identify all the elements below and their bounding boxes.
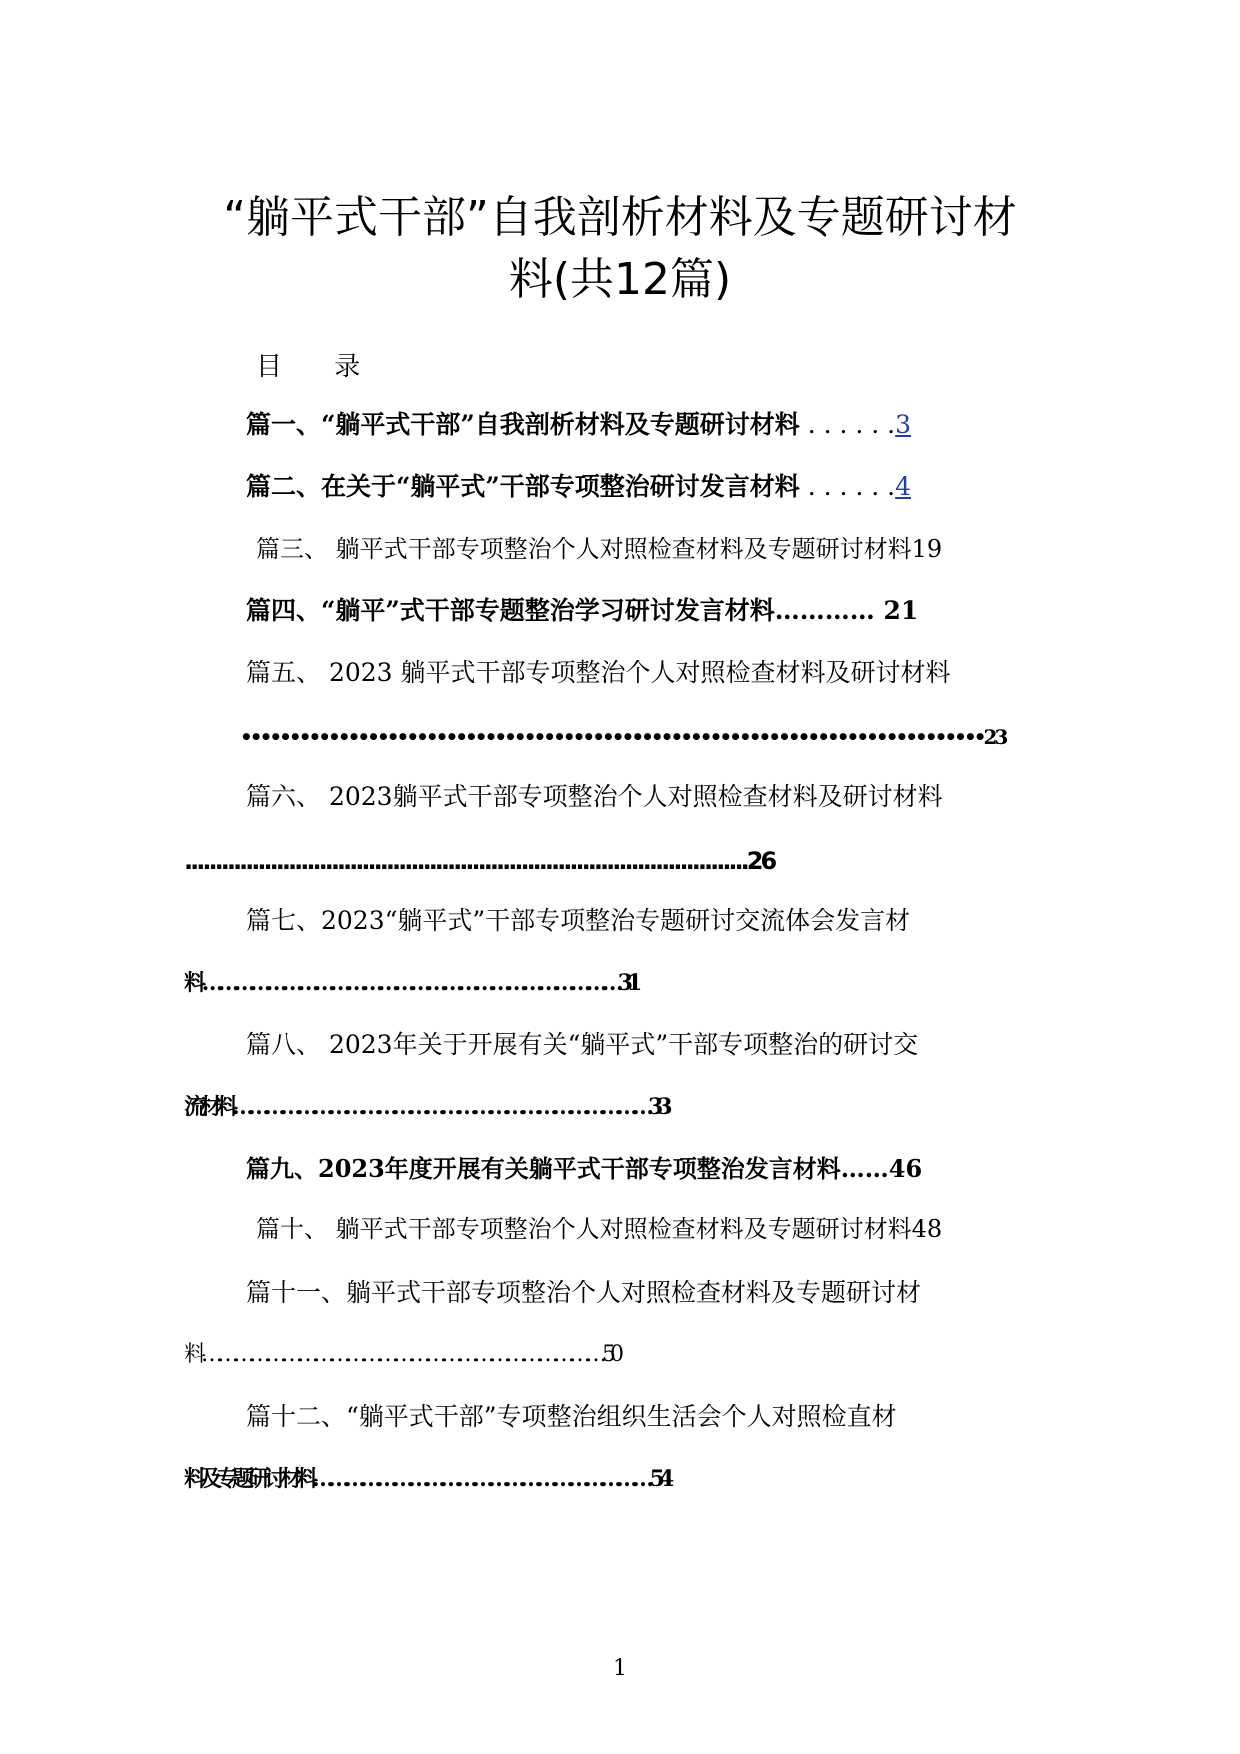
toc-entry-2-text: 篇二、在关于“躺平式”干部专项整治研讨发言材料: [246, 472, 800, 501]
toc-entry-1-text: 篇一、“躺平式干部”自我剖析材料及专题研讨材料: [246, 410, 800, 439]
toc-entry-7-line-1[interactable]: 篇七、2023“躺平式”干部专项整治专题研讨交流体会发言材: [246, 906, 911, 935]
toc-entry-2-dots: . . . . . .: [799, 472, 896, 501]
document-title-line-1: “躺平式干部”自我剖析材料及专题研讨材: [223, 192, 1017, 243]
toc-entry-10[interactable]: 篇十、 躺平式干部专项整治个人对照检查材料及专题研讨材料48: [256, 1215, 943, 1243]
toc-entry-7-line-2[interactable]: 料 ……………………………………………………………………31: [184, 970, 637, 996]
toc-entry-1-dots: . . . . . .: [799, 410, 896, 439]
toc-entry-1[interactable]: [246, 408, 911, 442]
page-number: 1: [613, 1656, 627, 1681]
toc-entry-2-page-link[interactable]: 4: [895, 472, 912, 501]
toc-entry-12-line-2[interactable]: 料及专题研讨材料……………………………………………………… 54: [184, 1466, 669, 1492]
toc-entry-1-page-link[interactable]: 3: [895, 410, 912, 439]
toc-entry-3[interactable]: 篇三、 躺平式干部专项整治个人对照检查材料及专题研讨材料19: [256, 535, 943, 563]
toc-entry-2[interactable]: [246, 470, 911, 504]
document-title-line-2: 料(共12篇): [508, 254, 732, 305]
toc-entry-6-line-2[interactable]: ............................................................................................26: [184, 847, 775, 875]
toc-entry-5-line-2[interactable]: ••••••••••••••••••••••••••••••••••••••••••••••••••••••••••••••••••••••••••••23: [240, 725, 1006, 749]
toc-entry-8-line-1[interactable]: 篇八、 2023年关于开展有关“躺平式”干部专项整治的研讨交: [246, 1030, 919, 1059]
toc-entry-9[interactable]: 篇九、2023年度开展有关躺平式干部专项整治发言材料……46: [246, 1154, 923, 1183]
toc-entry-12-line-1[interactable]: 篇十二、“躺平式干部”专项整治组织生活会个人对照检直材: [246, 1402, 897, 1431]
toc-entry-8-line-2[interactable]: 流材料……………………………………………………………………33: [184, 1094, 667, 1120]
toc-entry-11-line-1[interactable]: 篇十一、躺平式干部专项整治个人对照检查材料及专题研讨材: [246, 1278, 922, 1307]
toc-heading: 目 录: [256, 352, 383, 382]
toc-entry-5-line-1[interactable]: 篇五、 2023 躺平式干部专项整治个人对照检查材料及研讨材料: [246, 658, 951, 687]
toc-entry-11-line-2[interactable]: 料 ………………………………………………………………… 50: [184, 1342, 618, 1367]
toc-entry-4[interactable]: 篇四、“躺平”式干部专题整治学习研讨发言材料………… 21: [246, 596, 919, 625]
toc-entry-6-line-1[interactable]: 篇六、 2023躺平式干部专项整治个人对照检查材料及研讨材料: [246, 782, 943, 811]
